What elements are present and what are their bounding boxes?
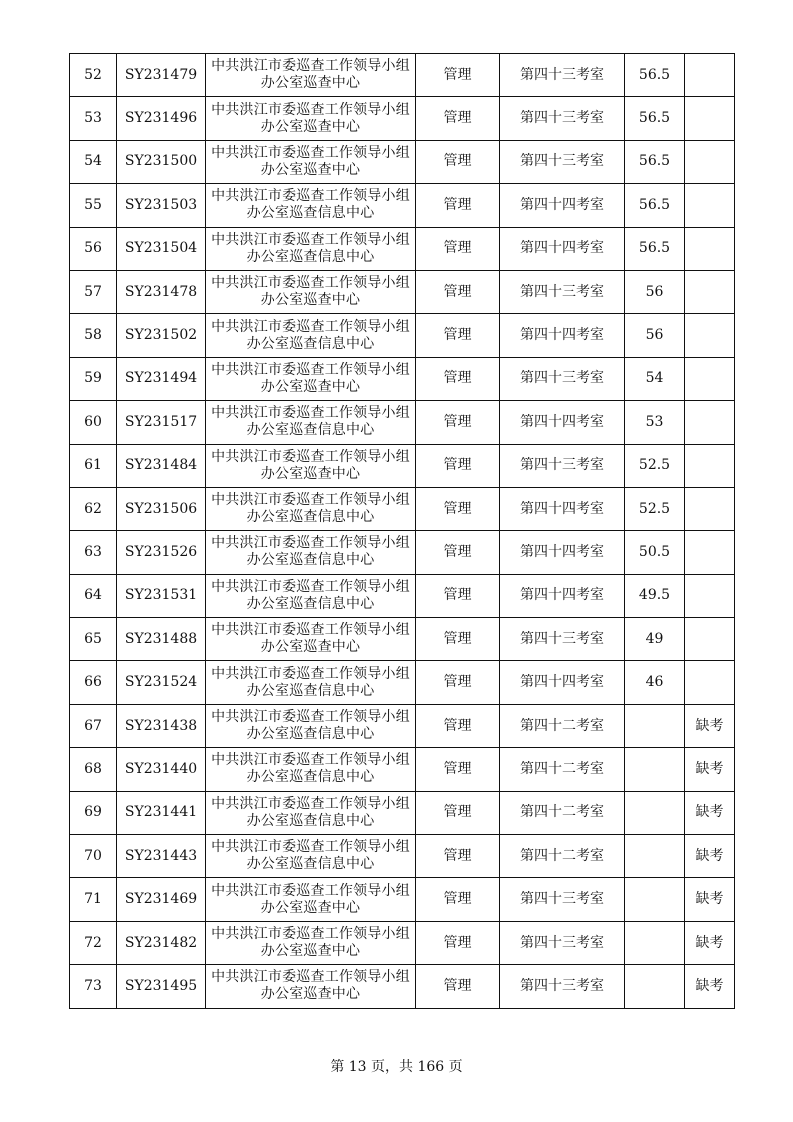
cell-score (625, 748, 685, 791)
cell-seq-no: 59 (70, 357, 117, 400)
unit-line-2: 办公室巡查信息中心 (246, 248, 375, 265)
table-row (70, 704, 735, 747)
cell-seq-no: 58 (70, 314, 117, 357)
cell-exam-room: 第四十三考室 (500, 270, 625, 313)
cell-candidate-id: SY231469 (117, 878, 206, 921)
unit-line-2: 办公室巡查中心 (260, 292, 361, 309)
cell-remark: 缺考 (685, 748, 735, 791)
unit-line-2: 办公室巡查信息中心 (246, 205, 375, 222)
cell-candidate-id: SY231443 (117, 835, 206, 878)
cell-seq-no: 73 (70, 965, 117, 1008)
cell-unit (206, 748, 416, 791)
cell-position-type: 管理 (416, 748, 500, 791)
cell-remark (685, 227, 735, 270)
cell-remark: 缺考 (685, 791, 735, 834)
cell-score: 56.5 (625, 140, 685, 183)
unit-line-2: 办公室巡查信息中心 (246, 682, 375, 699)
cell-seq-no: 68 (70, 748, 117, 791)
cell-unit (206, 574, 416, 617)
table-row (70, 357, 735, 400)
unit-line-1: 中共洪江市委巡查工作领导小组 (211, 318, 410, 335)
cell-exam-room: 第四十四考室 (500, 487, 625, 530)
unit-line-2: 办公室巡查中心 (260, 161, 361, 178)
cell-exam-room: 第四十二考室 (500, 835, 625, 878)
cell-position-type: 管理 (416, 791, 500, 834)
cell-seq-no: 57 (70, 270, 117, 313)
table-row (70, 97, 735, 140)
table-row (70, 965, 735, 1008)
cell-seq-no: 53 (70, 97, 117, 140)
cell-remark (685, 357, 735, 400)
unit-line-1: 中共洪江市委巡查工作领导小组 (211, 795, 410, 812)
unit-line-2: 办公室巡查信息中心 (246, 726, 375, 743)
cell-unit (206, 401, 416, 444)
cell-seq-no: 65 (70, 618, 117, 661)
cell-seq-no: 56 (70, 227, 117, 270)
cell-position-type: 管理 (416, 227, 500, 270)
cell-candidate-id: SY231496 (117, 97, 206, 140)
table-row (70, 487, 735, 530)
table-row (70, 444, 735, 487)
cell-candidate-id: SY231502 (117, 314, 206, 357)
cell-candidate-id: SY231482 (117, 921, 206, 964)
unit-line-1: 中共洪江市委巡查工作领导小组 (211, 622, 410, 639)
cell-score (625, 704, 685, 747)
cell-candidate-id: SY231440 (117, 748, 206, 791)
cell-score: 52.5 (625, 444, 685, 487)
cell-unit (206, 140, 416, 183)
table-row (70, 618, 735, 661)
cell-exam-room: 第四十二考室 (500, 704, 625, 747)
unit-line-2: 办公室巡查信息中心 (246, 595, 375, 612)
cell-score: 52.5 (625, 487, 685, 530)
cell-candidate-id: SY231484 (117, 444, 206, 487)
unit-line-1: 中共洪江市委巡查工作领导小组 (211, 839, 410, 856)
cell-position-type: 管理 (416, 618, 500, 661)
unit-line-1: 中共洪江市委巡查工作领导小组 (211, 275, 410, 292)
cell-remark (685, 661, 735, 704)
table-row (70, 791, 735, 834)
cell-exam-room: 第四十三考室 (500, 965, 625, 1008)
unit-line-2: 办公室巡查中心 (260, 899, 361, 916)
unit-line-1: 中共洪江市委巡查工作领导小组 (211, 448, 410, 465)
cell-seq-no: 63 (70, 531, 117, 574)
cell-unit (206, 270, 416, 313)
cell-unit (206, 618, 416, 661)
cell-seq-no: 61 (70, 444, 117, 487)
cell-seq-no: 52 (70, 54, 117, 97)
cell-score: 56.5 (625, 97, 685, 140)
table-body (70, 54, 735, 1009)
cell-unit (206, 314, 416, 357)
unit-line-1: 中共洪江市委巡查工作领导小组 (211, 665, 410, 682)
table-row (70, 227, 735, 270)
page-footer: 第 13 页，共 166 页 (330, 1059, 463, 1075)
cell-remark (685, 401, 735, 444)
cell-unit (206, 444, 416, 487)
cell-unit (206, 835, 416, 878)
cell-score: 56.5 (625, 54, 685, 97)
cell-remark (685, 270, 735, 313)
cell-candidate-id: SY231488 (117, 618, 206, 661)
cell-position-type: 管理 (416, 140, 500, 183)
unit-line-1: 中共洪江市委巡查工作领导小组 (211, 535, 410, 552)
cell-seq-no: 72 (70, 921, 117, 964)
cell-exam-room: 第四十三考室 (500, 140, 625, 183)
unit-line-1: 中共洪江市委巡查工作领导小组 (211, 752, 410, 769)
unit-line-2: 办公室巡查信息中心 (246, 769, 375, 786)
cell-score: 49 (625, 618, 685, 661)
cell-position-type: 管理 (416, 661, 500, 704)
unit-line-1: 中共洪江市委巡查工作领导小组 (211, 492, 410, 509)
table-row (70, 748, 735, 791)
cell-position-type: 管理 (416, 878, 500, 921)
unit-line-1: 中共洪江市委巡查工作领导小组 (211, 144, 410, 161)
cell-unit (206, 97, 416, 140)
cell-seq-no: 66 (70, 661, 117, 704)
cell-remark (685, 54, 735, 97)
unit-line-1: 中共洪江市委巡查工作领导小组 (211, 882, 410, 899)
exam-results-table (69, 53, 735, 1009)
unit-line-1: 中共洪江市委巡查工作领导小组 (211, 709, 410, 726)
cell-exam-room: 第四十二考室 (500, 748, 625, 791)
cell-exam-room: 第四十四考室 (500, 314, 625, 357)
cell-score: 50.5 (625, 531, 685, 574)
cell-remark: 缺考 (685, 965, 735, 1008)
cell-score: 54 (625, 357, 685, 400)
unit-line-1: 中共洪江市委巡查工作领导小组 (211, 58, 410, 75)
cell-position-type: 管理 (416, 401, 500, 444)
cell-score (625, 791, 685, 834)
unit-line-2: 办公室巡查中心 (260, 75, 361, 92)
cell-score (625, 921, 685, 964)
table-row (70, 921, 735, 964)
cell-candidate-id: SY231494 (117, 357, 206, 400)
unit-line-2: 办公室巡查中心 (260, 118, 361, 135)
unit-line-2: 办公室巡查信息中心 (246, 509, 375, 526)
unit-line-1: 中共洪江市委巡查工作领导小组 (211, 101, 410, 118)
table-row (70, 54, 735, 97)
table-row (70, 184, 735, 227)
table-row (70, 661, 735, 704)
cell-exam-room: 第四十四考室 (500, 574, 625, 617)
unit-line-2: 办公室巡查信息中心 (246, 422, 375, 439)
cell-exam-room: 第四十三考室 (500, 54, 625, 97)
cell-exam-room: 第四十三考室 (500, 357, 625, 400)
cell-seq-no: 64 (70, 574, 117, 617)
cell-unit (206, 531, 416, 574)
table-row (70, 314, 735, 357)
cell-position-type: 管理 (416, 444, 500, 487)
cell-exam-room: 第四十四考室 (500, 227, 625, 270)
cell-seq-no: 67 (70, 704, 117, 747)
table-row (70, 270, 735, 313)
cell-candidate-id: SY231506 (117, 487, 206, 530)
unit-line-2: 办公室巡查中心 (260, 943, 361, 959)
unit-line-1: 中共洪江市委巡查工作领导小组 (211, 405, 410, 422)
unit-line-1: 中共洪江市委巡查工作领导小组 (211, 578, 410, 595)
table-row (70, 574, 735, 617)
cell-unit (206, 921, 416, 964)
unit-line-2: 办公室巡查中心 (260, 986, 361, 1003)
cell-unit (206, 487, 416, 530)
unit-line-2: 办公室巡查信息中心 (246, 552, 375, 569)
cell-score (625, 965, 685, 1008)
cell-remark: 缺考 (685, 921, 735, 964)
cell-position-type: 管理 (416, 270, 500, 313)
unit-line-2: 办公室巡查信息中心 (246, 812, 375, 829)
cell-position-type: 管理 (416, 54, 500, 97)
unit-line-2: 办公室巡查中心 (260, 639, 361, 656)
unit-line-1: 中共洪江市委巡查工作领导小组 (211, 231, 410, 248)
cell-seq-no: 54 (70, 140, 117, 183)
cell-seq-no: 71 (70, 878, 117, 921)
cell-score: 56 (625, 314, 685, 357)
cell-unit (206, 791, 416, 834)
cell-exam-room: 第四十三考室 (500, 444, 625, 487)
table-row (70, 140, 735, 183)
cell-position-type: 管理 (416, 965, 500, 1008)
cell-unit (206, 704, 416, 747)
cell-exam-room: 第四十三考室 (500, 878, 625, 921)
cell-seq-no: 62 (70, 487, 117, 530)
cell-position-type: 管理 (416, 357, 500, 400)
unit-line-1: 中共洪江市委巡查工作领导小组 (211, 361, 410, 378)
cell-score: 49.5 (625, 574, 685, 617)
cell-score (625, 878, 685, 921)
cell-candidate-id: SY231517 (117, 401, 206, 444)
cell-unit (206, 184, 416, 227)
cell-candidate-id: SY231495 (117, 965, 206, 1008)
cell-unit (206, 661, 416, 704)
cell-exam-room: 第四十三考室 (500, 97, 625, 140)
cell-unit (206, 227, 416, 270)
cell-candidate-id: SY231504 (117, 227, 206, 270)
cell-remark (685, 184, 735, 227)
cell-exam-room: 第四十二考室 (500, 791, 625, 834)
cell-candidate-id: SY231438 (117, 704, 206, 747)
cell-seq-no: 60 (70, 401, 117, 444)
cell-remark (685, 97, 735, 140)
table-row (70, 835, 735, 878)
cell-seq-no: 55 (70, 184, 117, 227)
cell-remark (685, 618, 735, 661)
table-row (70, 878, 735, 921)
cell-exam-room: 第四十三考室 (500, 921, 625, 964)
unit-line-1: 中共洪江市委巡查工作领导小组 (211, 969, 410, 986)
cell-candidate-id: SY231531 (117, 574, 206, 617)
cell-remark: 缺考 (685, 835, 735, 878)
cell-seq-no: 69 (70, 791, 117, 834)
cell-position-type: 管理 (416, 921, 500, 964)
cell-unit (206, 965, 416, 1008)
cell-unit (206, 878, 416, 921)
cell-remark (685, 314, 735, 357)
cell-exam-room: 第四十四考室 (500, 184, 625, 227)
unit-line-2: 办公室巡查信息中心 (246, 335, 375, 352)
cell-score (625, 835, 685, 878)
cell-position-type: 管理 (416, 531, 500, 574)
cell-candidate-id: SY231526 (117, 531, 206, 574)
unit-line-1: 中共洪江市委巡查工作领导小组 (211, 188, 410, 205)
cell-score: 46 (625, 661, 685, 704)
cell-position-type: 管理 (416, 574, 500, 617)
cell-candidate-id: SY231479 (117, 54, 206, 97)
cell-remark: 缺考 (685, 878, 735, 921)
cell-seq-no: 70 (70, 835, 117, 878)
cell-candidate-id: SY231500 (117, 140, 206, 183)
cell-position-type: 管理 (416, 487, 500, 530)
cell-exam-room: 第四十三考室 (500, 618, 625, 661)
unit-line-2: 办公室巡查信息中心 (246, 856, 375, 873)
cell-position-type: 管理 (416, 97, 500, 140)
cell-score: 53 (625, 401, 685, 444)
cell-exam-room: 第四十四考室 (500, 661, 625, 704)
cell-candidate-id: SY231478 (117, 270, 206, 313)
cell-candidate-id: SY231524 (117, 661, 206, 704)
unit-line-2: 办公室巡查中心 (260, 378, 361, 395)
cell-remark (685, 574, 735, 617)
cell-position-type: 管理 (416, 314, 500, 357)
cell-unit (206, 357, 416, 400)
cell-remark (685, 444, 735, 487)
cell-score: 56 (625, 270, 685, 313)
cell-candidate-id: SY231441 (117, 791, 206, 834)
cell-remark (685, 487, 735, 530)
cell-remark: 缺考 (685, 704, 735, 747)
cell-score: 56.5 (625, 184, 685, 227)
cell-unit (206, 54, 416, 97)
cell-exam-room: 第四十四考室 (500, 401, 625, 444)
cell-remark (685, 531, 735, 574)
table-row (70, 401, 735, 444)
cell-score: 56.5 (625, 227, 685, 270)
unit-line-1: 中共洪江市委巡查工作领导小组 (211, 926, 410, 942)
cell-remark (685, 140, 735, 183)
cell-exam-room: 第四十四考室 (500, 531, 625, 574)
unit-line-2: 办公室巡查中心 (260, 465, 361, 482)
cell-candidate-id: SY231503 (117, 184, 206, 227)
table-row (70, 531, 735, 574)
cell-position-type: 管理 (416, 704, 500, 747)
cell-position-type: 管理 (416, 835, 500, 878)
cell-position-type: 管理 (416, 184, 500, 227)
